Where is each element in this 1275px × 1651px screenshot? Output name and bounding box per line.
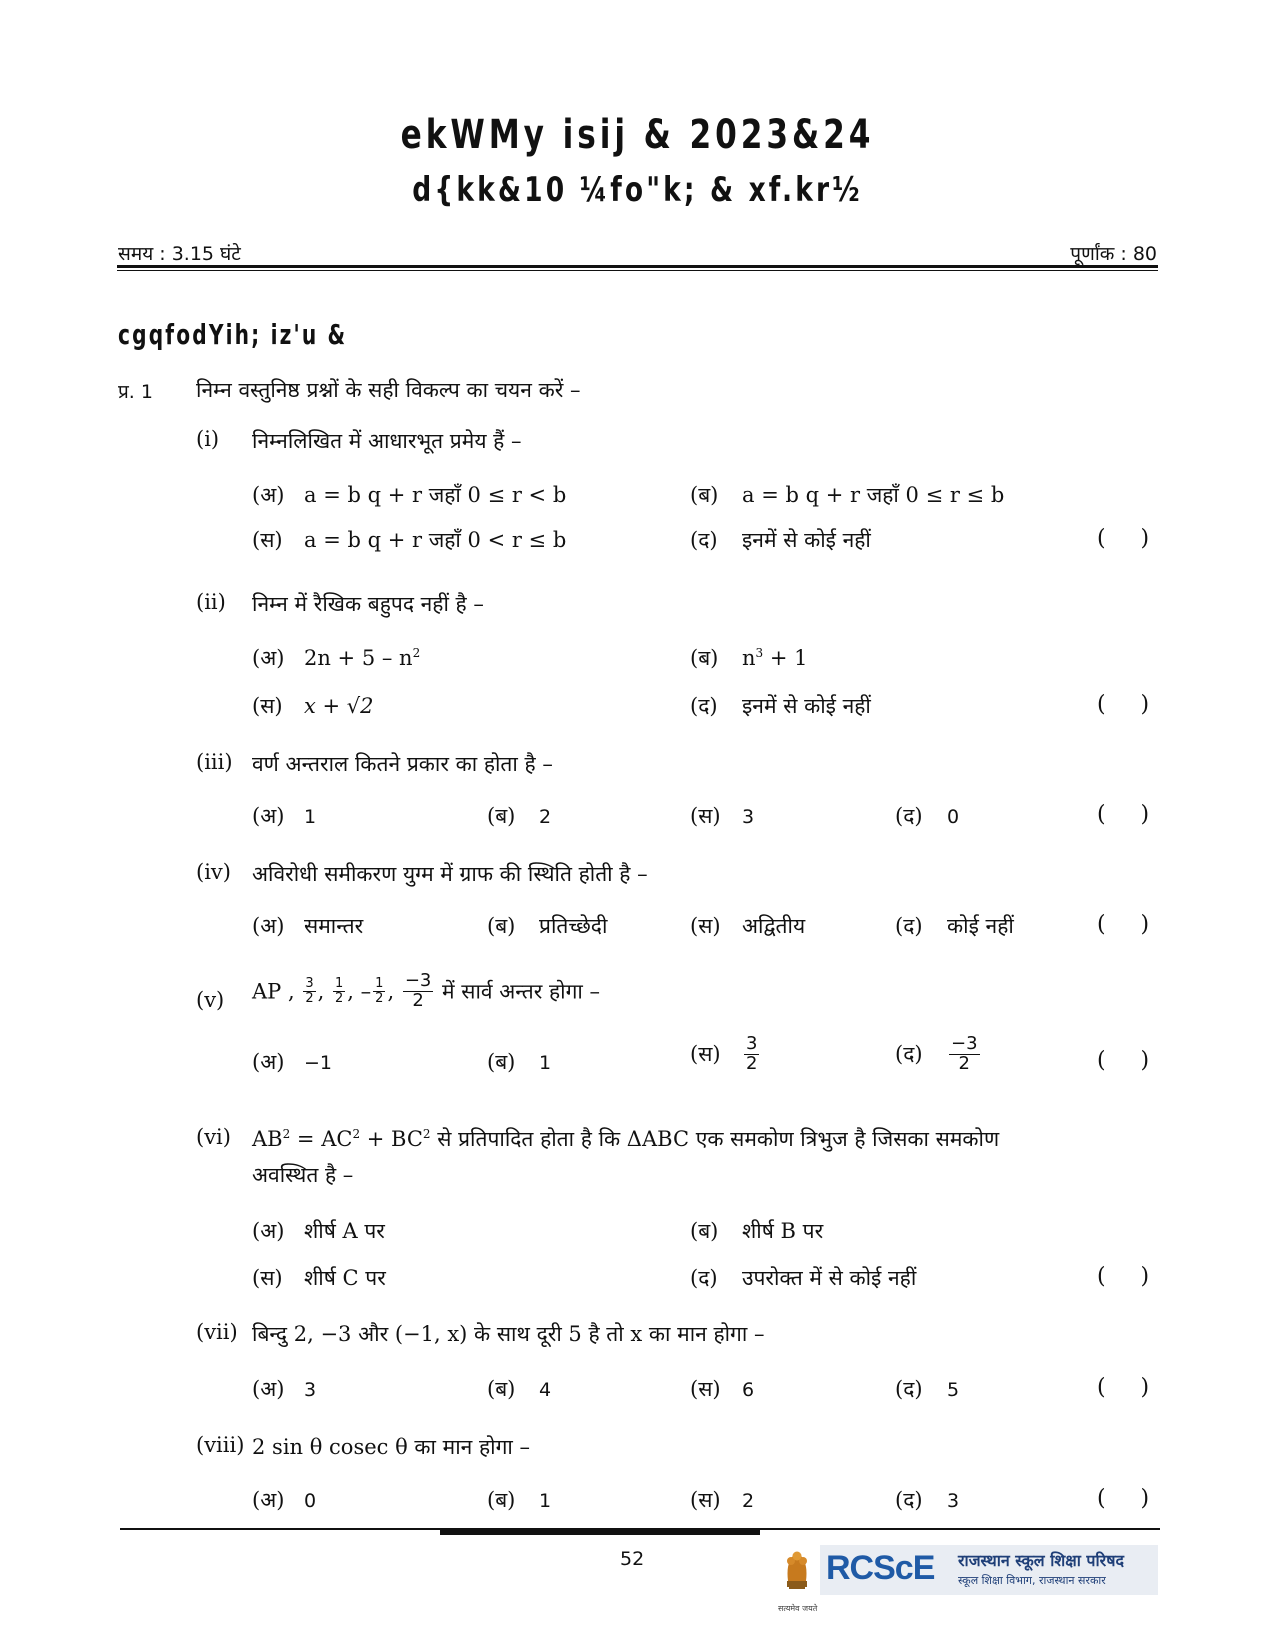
option-c <box>690 802 754 830</box>
option-label: (अ) <box>252 1488 285 1512</box>
item-text: 2 sin θ cosec θ का मान होगा – <box>252 1435 531 1459</box>
option-label: (स) <box>252 694 283 718</box>
item-text-continued: अवस्थित है – <box>252 1163 354 1187</box>
exam-time: समय : 3.15 घंटे <box>118 243 241 265</box>
option-label: (स) <box>690 914 721 938</box>
option-label: (स) <box>690 804 721 828</box>
emblem-caption: सत्यमेव जयते <box>778 1604 818 1613</box>
fraction-sign: – <box>360 979 372 1004</box>
item-number: (v) <box>196 988 225 1012</box>
option-text-tail: + 1 <box>763 646 808 670</box>
option-label: (अ) <box>252 1377 285 1401</box>
option-text: कोई नहीं <box>947 914 1014 938</box>
item-number: (vii) <box>196 1320 238 1344</box>
option-d <box>895 1375 959 1403</box>
fraction: $\frac{3}{2}$ <box>746 1033 758 1074</box>
option-label: (द) <box>690 694 718 718</box>
option-label: (ब) <box>487 1377 516 1401</box>
logo-abbreviation: RCScE <box>826 1549 935 1587</box>
item-number: (iii) <box>196 750 233 774</box>
answer-bracket: ( ) <box>1097 1264 1150 1289</box>
option-label: (स) <box>690 1488 721 1512</box>
option-a <box>252 1048 332 1076</box>
option-text: −1 <box>304 1052 333 1074</box>
item-text: बिन्दु 2, −3 और (−1, x) के साथ दूरी 5 है तो x का मान होगा – <box>252 1322 765 1346</box>
option-a <box>252 802 316 830</box>
option-c <box>252 526 566 554</box>
option-c <box>252 1264 386 1292</box>
option-a <box>252 1375 316 1403</box>
option-text: x + √2 <box>304 694 374 718</box>
option-a <box>252 644 420 672</box>
max-marks: पूर्णांक : 80 <box>1070 243 1157 265</box>
item-text: निम्न में रैखिक बहुपद नहीं है – <box>252 592 484 616</box>
option-label: (अ) <box>252 1219 285 1243</box>
option-b <box>690 1217 823 1245</box>
rcsce-logo <box>778 1543 1158 1613</box>
option-label: (ब) <box>487 1488 516 1512</box>
item-number: (i) <box>196 427 220 451</box>
option-superscript: 2 <box>412 646 421 660</box>
option-text: 1 <box>304 806 317 828</box>
option-d <box>895 802 959 830</box>
option-c <box>690 1375 754 1403</box>
option-text: 0 <box>947 806 960 828</box>
option-b <box>487 1375 551 1403</box>
option-label: (स) <box>252 1266 283 1290</box>
option-text: अद्वितीय <box>742 914 806 938</box>
option-text: 5 <box>947 1379 960 1401</box>
footer-rule-accent <box>440 1529 760 1535</box>
option-text: प्रतिच्छेदी <box>539 914 608 938</box>
header-rule-thin <box>117 270 1158 271</box>
option-label: (ब) <box>487 1050 516 1074</box>
option-label: (ब) <box>690 483 719 507</box>
option-a <box>252 912 363 940</box>
option-label: (अ) <box>252 914 285 938</box>
option-label: (द) <box>895 804 923 828</box>
option-text: उपरोक्त में से कोई नहीं <box>742 1266 917 1290</box>
option-label: (अ) <box>252 483 285 507</box>
answer-bracket: ( ) <box>1097 802 1150 827</box>
answer-bracket: ( ) <box>1097 526 1150 551</box>
option-label: (द) <box>895 1377 923 1401</box>
option-text: n <box>742 646 756 670</box>
answer-bracket: ( ) <box>1097 1486 1150 1511</box>
option-text: शीर्ष B पर <box>742 1219 824 1243</box>
option-text: 1 <box>539 1052 552 1074</box>
option-text: a = b q + r जहाँ 0 ≤ r ≤ b <box>742 483 1005 507</box>
answer-bracket: ( ) <box>1097 912 1150 937</box>
option-label: (अ) <box>252 804 285 828</box>
fraction: $\frac{1}{2}$ <box>335 976 344 1006</box>
item-number: (viii) <box>196 1433 245 1457</box>
question-number: प्र. 1 <box>118 381 153 403</box>
option-a <box>252 481 566 509</box>
option-d <box>895 912 1014 940</box>
fraction: $\frac{-3}{2}$ <box>404 970 432 1011</box>
option-text: 4 <box>539 1379 552 1401</box>
option-label: (द) <box>690 1266 718 1290</box>
header-rule-thick <box>117 265 1158 268</box>
option-label: (स) <box>690 1377 721 1401</box>
option-b <box>487 912 607 940</box>
option-c <box>252 692 374 720</box>
question-heading: निम्न वस्तुनिष्ठ प्रश्नों के सही विकल्प का चयन करें – <box>196 378 581 402</box>
option-d <box>895 1486 959 1514</box>
option-a <box>252 1486 316 1514</box>
option-text: इनमें से कोई नहीं <box>742 528 871 552</box>
fraction: $\frac{-3}{2}$ <box>951 1033 978 1074</box>
option-text: 1 <box>539 1490 552 1512</box>
option-text: शीर्ष C पर <box>304 1266 386 1290</box>
option-b <box>487 1486 551 1514</box>
answer-bracket: ( ) <box>1097 1048 1150 1073</box>
option-label: (ब) <box>487 804 516 828</box>
option-d <box>690 1264 916 1292</box>
option-text: 3 <box>304 1379 317 1401</box>
logo-org-dept: स्कूल शिक्षा विभाग, राजस्थान सरकार <box>958 1574 1106 1587</box>
option-b <box>690 481 1004 509</box>
item-text: निम्नलिखित में आधारभूत प्रमेय हैं – <box>252 429 522 453</box>
fraction: $\frac{1}{2}$ <box>375 976 384 1006</box>
option-text: समान्तर <box>304 914 364 938</box>
logo-org-name: राजस्थान स्कूल शिक्षा परिषद <box>958 1551 1124 1570</box>
option-label: (ब) <box>690 1219 719 1243</box>
option-label: (स) <box>690 1042 721 1067</box>
option-text: इनमें से कोई नहीं <box>742 694 871 718</box>
national-emblem-icon <box>778 1543 816 1601</box>
item-number: (iv) <box>196 860 231 884</box>
option-text: शीर्ष A पर <box>304 1219 385 1243</box>
option-label: (स) <box>252 528 283 552</box>
option-a <box>252 1217 385 1245</box>
item-text: अविरोधी समीकरण युग्म में ग्राफ की स्थिति होती है – <box>252 862 648 886</box>
option-d <box>690 526 871 554</box>
page-subtitle: d{kk&10 ¼fo"k; & xf.kr½ <box>412 170 863 210</box>
ap-prefix: AP , <box>252 979 295 1004</box>
option-label: (द) <box>895 1042 923 1067</box>
option-text: 2n + 5 – n <box>304 646 413 670</box>
option-c <box>690 1035 761 1074</box>
option-d <box>690 692 871 720</box>
option-label: (ब) <box>487 914 516 938</box>
option-text: 2 <box>742 1490 755 1512</box>
option-text: 6 <box>742 1379 755 1401</box>
option-b <box>487 802 551 830</box>
item-suffix: में सार्व अन्तर होगा – <box>442 979 601 1004</box>
option-text: 3 <box>742 806 755 828</box>
option-d <box>895 1035 982 1074</box>
section-title: cgqfodYih; iz'u & <box>118 318 348 351</box>
option-text: a = b q + r जहाँ 0 ≤ r < b <box>304 483 567 507</box>
option-b <box>487 1048 551 1076</box>
item-text: वर्ण अन्तराल कितने प्रकार का होता है – <box>252 752 553 776</box>
option-text: 3 <box>947 1490 960 1512</box>
page-number: 52 <box>620 1548 645 1570</box>
option-label: (द) <box>690 528 718 552</box>
item-text: AP , $\frac{3}{2}$ , $\frac{1}{2}$ , – $\frac{1}{2}$ , $\frac{-3}{2}$ में सार्व अन्तर होगा – <box>252 970 601 1011</box>
page-title: ekWMy isij & 2023&24 <box>400 112 875 158</box>
answer-bracket: ( ) <box>1097 692 1150 717</box>
option-label: (अ) <box>252 1050 285 1074</box>
option-c <box>690 1486 754 1514</box>
item-number: (vi) <box>196 1125 231 1149</box>
option-c <box>690 912 805 940</box>
fraction: $\frac{3}{2}$ <box>305 976 314 1006</box>
option-superscript: 3 <box>755 646 764 660</box>
option-label: (अ) <box>252 646 285 670</box>
option-b <box>690 644 807 672</box>
item-number: (ii) <box>196 590 226 614</box>
option-label: (द) <box>895 1488 923 1512</box>
option-text: 0 <box>304 1490 317 1512</box>
option-label: (ब) <box>690 646 719 670</box>
option-text: 2 <box>539 806 552 828</box>
item-text: $AB^2 = AC^2 + BC^2$ से प्रतिपादित होता है कि ΔABC एक समकोण त्रिभुज है जिसका समकोण <box>252 1127 1000 1151</box>
option-label: (द) <box>895 914 923 938</box>
answer-bracket: ( ) <box>1097 1375 1150 1400</box>
option-text: a = b q + r जहाँ 0 < r ≤ b <box>304 528 567 552</box>
